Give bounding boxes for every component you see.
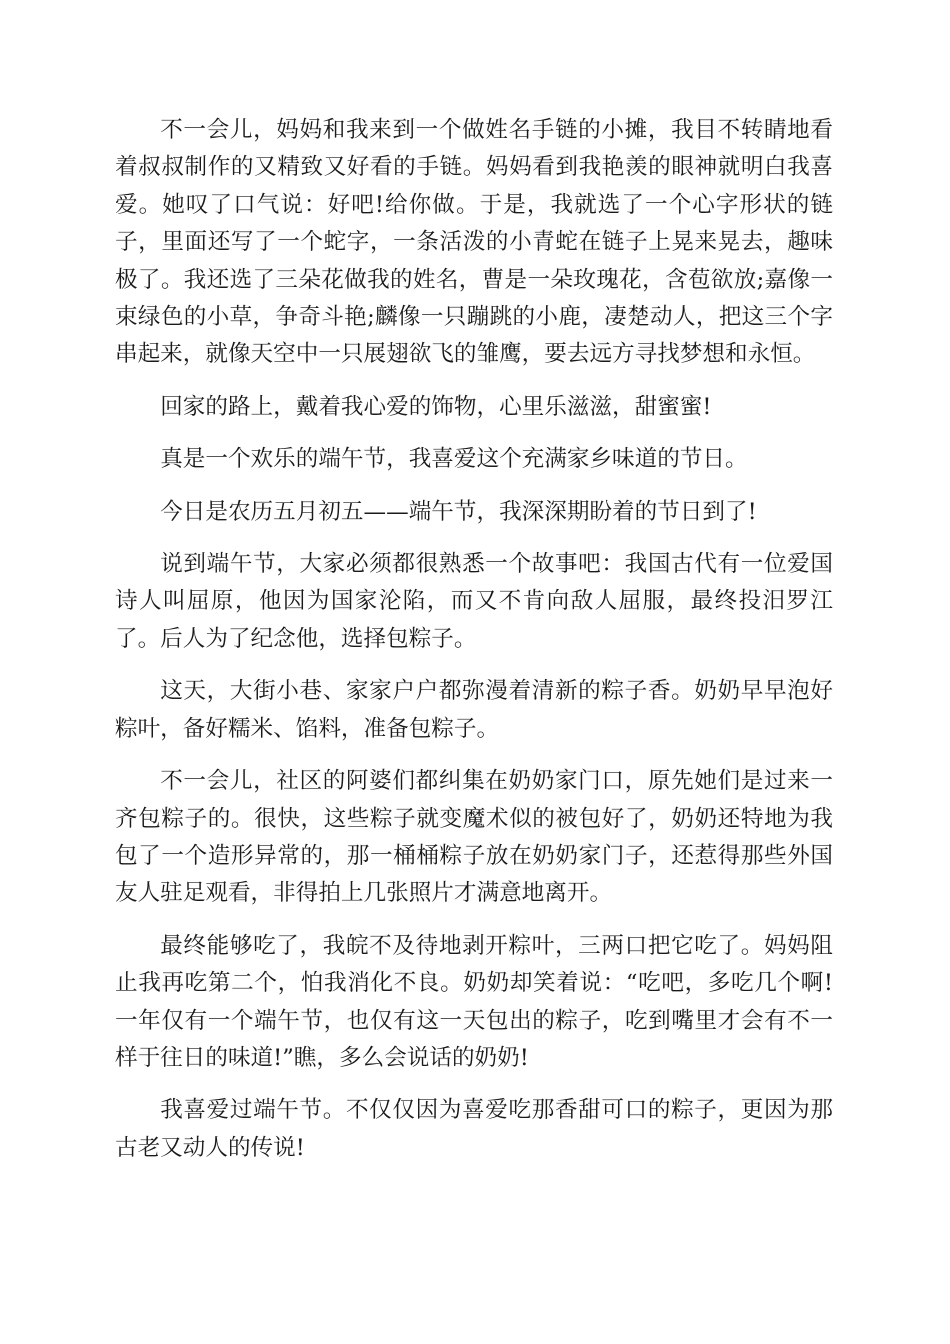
paragraph-zongzi-fragrance: 这天，大街小巷、家家户户都弥漫着清新的粽子香。奶奶早早泡好粽叶，备好糯米、馅料，准备包粽子。 bbox=[115, 678, 833, 742]
paragraph-grannies-wrapping: 不一会儿，社区的阿婆们都纠集在奶奶家门口，原先她们是过来一齐包粽子的。很快，这些粽子就变魔术似的被包好了，奶奶还特地为我包了一个造形异常的，那一桶桶粽子放在奶奶家门子，还惹得那些外国友人驻足观看，非得拍上几张照片才满意地离开。 bbox=[115, 768, 833, 907]
paragraph-eating-zongzi: 最终能够吃了，我皖不及待地剥开粽叶，三两口把它吃了。妈妈阻止我再吃第二个，怕我消化不良。奶奶却笑着说：“吃吧，多吃几个啊!一年仅有一个端午节，也仅有这一天包出的粽子，吃到嘴里才会有不一样于往日的味道!”瞧，多么会说话的奶奶! bbox=[115, 932, 833, 1071]
document-body bbox=[115, 112, 833, 1182]
paragraph-qu-yuan-story: 说到端午节，大家必须都很熟悉一个故事吧：我国古代有一位爱国诗人叫屈原，他因为国家沦陷，而又不肯向敌人屈服，最终投汨罗江了。后人为了纪念他，选择包粽子。 bbox=[115, 551, 833, 652]
paragraph-way-home: 回家的路上，戴着我心爱的饰物，心里乐滋滋，甜蜜蜜! bbox=[160, 393, 712, 420]
paragraph-name-bracelet: 不一会儿，妈妈和我来到一个做姓名手链的小摊，我目不转睛地看着叔叔制作的又精致又好看的手链。妈妈看到我艳羡的眼神就明白我喜爱。她叹了口气说：好吧!给你做。于是，我就选了一个心字形状的链子，里面还写了一个蛇字，一条活泼的小青蛇在链子上晃来晃去，趣味极了。我还选了三朵花做我的姓名，曹是一朵玫瑰花，含苞欲放;嘉像一束绿色的小草，争奇斗艳;麟像一只蹦跳的小鹿，凄楚动人，把这三个字串起来，就像天空中一只展翅欲飞的雏鹰，要去远方寻找梦想和永恒。 bbox=[115, 117, 833, 368]
paragraph-conclusion: 我喜爱过端午节。不仅仅因为喜爱吃那香甜可口的粽子，更因为那古老又动人的传说! bbox=[115, 1097, 833, 1161]
paragraph-happy-festival: 真是一个欢乐的端午节，我喜爱这个充满家乡味道的节日。 bbox=[160, 446, 748, 473]
paragraph-festival-arrives: 今日是农历五月初五——端午节，我深深期盼着的节日到了! bbox=[160, 498, 757, 525]
